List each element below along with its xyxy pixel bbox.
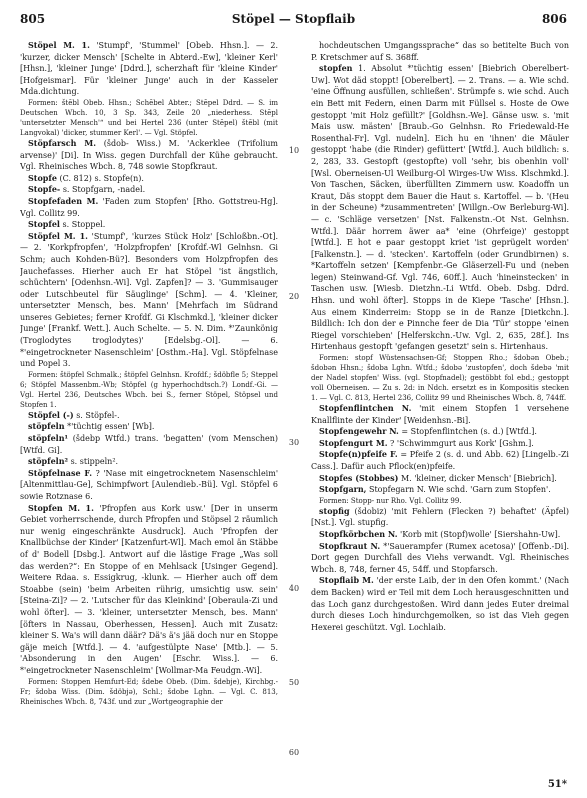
entry-text: 'mit einem Stopfen 1 versehene Knallflinte der Kinder' [Weidenhsn.-Bi]. [311, 404, 569, 425]
entry-text: M. 'kleiner, dicker Mensch' [Biebrich]. [400, 473, 557, 483]
dictionary-entry [311, 40, 569, 63]
entry-text: s. Stopfgarn, -nadel. [62, 185, 146, 195]
entry-headword: Stopfe- [28, 184, 61, 195]
entry-headword: Stopfkörbchen N. [319, 528, 398, 539]
entry-text: 'Stumpf', 'Stummel' [Obeb. Hhsn.]. — 2. 'kurzer, dicker Mensch' [Schelte in Abterd.-Ew], 'kleiner Kerl' [Hhsn.], 'kleiner Junge' [Ddrd.], scherzhaft für 'kleine Kinder' [Hofgeismar]. Für 'kleiner Junge' auch in der Kasseler Mda.dichtung. [20, 41, 278, 97]
entry-text: Formen: Stoppen Hemfurt-Ed; šdebe Obeb. (Dim. šdebje), Kirchbg.-Fr; šdoba Wiss. (Dim. šdöbjə), Schl.; šdobe Lghn. — Vgl. C. 813, Rheinisches Wbch. 8, 743f. und zur „Wortgeographie der [20, 677, 278, 706]
entry-text: 'Korb mit (Stopf)wolle' [Siershahn-Uw]. [400, 529, 561, 539]
entry-headword: Stopfengurt M. [319, 437, 388, 448]
entry-headword: Stopfkraut N. [319, 540, 381, 551]
entry-headword: Stopfenflintchen N. [319, 403, 412, 414]
forms-note [20, 677, 278, 707]
left-column [20, 40, 278, 774]
entry-text: 'der erste Laib, der in den Ofen kommt.' (Nach dem Backen) wird er Teil mit dem Loch herausgeschnitten und das Loch ganz durchgestoßen. Wird dann jedes Euter dreimal durch dieses Loch hindurchgemolken, so ist das Vieh gegen Hexerei geschützt. Vgl. Lochlaib. [311, 576, 569, 632]
dictionary-entry [20, 456, 278, 468]
entry-headword: Stöpfelnase F. [28, 467, 92, 478]
entry-headword: Stopfefaden M. [28, 195, 99, 206]
entry-headword: Stöpfarsch M. [28, 137, 97, 148]
entry-headword: Stopflaib M. [319, 575, 374, 586]
forms-note [311, 496, 569, 506]
entry-text: s. Stoppel. [62, 220, 106, 230]
entry-text: 1. Absolut *'tüchtig essen' [Biebrich Oberelbert-Uw]. Wot däd stoppt! [Oberelbert]. — 2. Trans. — a. Wie schd. 'eine Öffnung ausfüllen, schließen'. Strümpfe s. wie schd. Auch ein Bett mit Federn, einen Darm mit Füllsel s. Hoste de Owe gestoppt 'mit Holz gefüllt?' [Goldhsn.-We]. Gänse usw. s. 'mit Mais usw. mästen' [Braub.-Go Gelnhsn. Ro Friedewald-He Rosenthal-Fr]. Vgl. nudeln]. Eich hu en 'ihnen' die Mäuler gestoppt 'habe (die Rinder) gefüttert' [Wtfd.]. Auch bildlich: s. 2, 283, 33. Gestopft (gestopfte) voll 'sehr, bis obenhin voll' [Wsl. Oberneisen-Ul Weilburg-Ol Wirges-Uw Wiss. Klschmkd.]. Von Taschen, Säcken, überfüllten Zimmern usw. Koadoffn un Kraut, Däs stoppt dem Bauer die Haut s. Kartoffel. — b. '(Heu in der Scheune) *zusammentreten' [Willgn.-Ow Berleburg-Wi]. — c. 'Schläge versetzen' [Nst. Falkenstn.-Ot Nst. Gelnhsn. Wtfd.]. Däär horrem äwer aa* 'eine (Ohrfeige)' gestoppt [Wtfd.]. E hot e paar gestoppt kriet 'ist geprügelt worden' [Falkenstn.]. — d. 'stecken'. Kartoffeln (oder Grundbirnen) s. *Kartoffeln setzen' [Kempfenbr.-Ge Gläserzell-Fu und (neben legen) Steinwand-Gf. Vgl. 746, 60ff.]. Auch 'hineinstecken' in Taschen usw. [Wiesb. Dietzhn.-Li Wtfd. Obeb. Dsbg. Ddrd. Hhsn. und wohl öfter]. Stopps in de Kiepe 'Tasche' [Hhsn.]. Aus einem Kinderreim: Stopp se in de Ranze [Dietkchn.]. Bildlich: Ich don der e Pinnche feer de Dia 'Tür' stoppe 'einen Riegel vorschieben' [Helferskchn.-Uw. Vgl. 2, 635, 28f.]. Ins Hirtenhaus gestopft 'gefangen gesetzt' sein s. Hirtenhaus. [311, 64, 569, 352]
page-header [20, 12, 567, 28]
signature-mark: 51* [547, 779, 567, 790]
entry-text: Formen: štöpfel Schmalk.; štöpfel Gelnhsn. Krofdf.; šdöbfle 5; Steppel 6; Stöpfel Massenbm.-Wb; Stöpfel (g hyperhochdtsch.?) Londf.-Gi. — Vgl. Hertel 236, Deutsches Wbch. bei S., ferner Stöpel, Stöpsel und Stopfen 1. [20, 370, 278, 409]
dictionary-entry [311, 575, 569, 633]
running-title: Stöpel — Stopflaib [231, 12, 356, 26]
dictionary-entry [20, 433, 278, 456]
entry-text: Stopfegarn N. Wie schd. 'Garn zum Stopfen'. [368, 485, 551, 495]
entry-text: Formen: Stopp- nur Rho. Vgl. Collitz 99. [319, 496, 462, 505]
dictionary-entry [20, 219, 278, 231]
dictionary-entry [20, 138, 278, 173]
forms-note [311, 353, 569, 403]
entry-headword: Stöpel M. 1. [28, 40, 90, 50]
entry-text: ? 'Schwimmgurt aus Kork' [Gshm.]. [390, 438, 534, 448]
line-number: 60 [288, 748, 300, 757]
line-number: 30 [288, 438, 300, 447]
line-number: 50 [288, 678, 300, 687]
dictionary-entry [20, 196, 278, 219]
entry-text: ? 'Nase mit eingetrocknetem Nasenschleim' [Altenmittlau-Ge], Schimpfwort [Aulendieb.-Bü]. Vgl. Stöpfel 6 sowie Rotznase 6. [20, 468, 278, 501]
page-number-right: 806 [541, 12, 567, 26]
dictionary-entry [311, 426, 569, 438]
dictionary-entry [20, 231, 278, 370]
entry-text: hochdeutschen Umgangssprache“ das so betitelte Buch von P. Kretschmer auf S. 368ff. [311, 41, 569, 62]
entry-headword: Stopfel [28, 219, 60, 230]
entry-text: Formen: stopf Wüstensachsen-Gf; Stoppen Rho.; šdobən Obeb.; šdobən Hhsn.; šdoba Lghn. Wtfd.; šdobə 'zustopfen', doch šdebə 'mit der Nadel stopfen' Wiss. (vgl. Stopfnadel); gestöbbt fol ebd.; gestoppt voll Oberneisen. — Zu s. 2d: in Ndch. ersetzt es in Kompositis stecken 1. — Vgl. C. 813, Hertel 236, Collitz 99 und Rheinisches Wbch. 8, 744ff. [311, 354, 569, 403]
dictionary-entry [20, 503, 278, 677]
entry-headword: Stopfes (Stobbes) [319, 472, 399, 483]
forms-note [20, 98, 278, 138]
entry-headword: stöpfeln² [28, 456, 69, 467]
dictionary-entry [311, 506, 569, 529]
entry-headword: stöpfeln [28, 421, 65, 432]
entry-text: (šdob- Wiss.) M. 'Ackerklee (Trifolium arvense)' [Di]. In Wiss. gegen Durchfall der Kühe gebraucht. Vgl. Rheinisches Wbch. 8, 748 sowie Stopfkraut. [20, 138, 278, 172]
entry-text: = Pfeife 2 (s. d. und Abb. 62) [Lingelb.-Zi Cass.]. Dafür auch Pflock(en)pfeife. [311, 450, 569, 471]
entry-headword: Stopfe(n)pfeife F. [319, 449, 398, 460]
entry-text: (šdebp Wtfd.) trans. 'begatten' (vom Menschen) [Wtfd. Gi]. [20, 434, 278, 455]
dictionary-entry [20, 184, 278, 196]
entry-text: 'Pfropfen aus Kork usw.' [Der in unserm Gebiet vorherrschende, durch Pfropfen und Stöpsel 2 räumlich nur wenig eingeschränkte Ausdruck]. Auch 'Pfropfen der Knallbüchse der Kinder' [Katzenfurt-Wl]. Mach emol än Stäbbe of d' Bodell [Dsbg.]. Antwort auf die lästige Frage „Was soll das werden?“: En Stoppe of en Mehlsack [Usinger Gegend]. Weitere Rdaa. s. Essigkrug, -klunk. — Hierher auch off dem Stoabbe (sein) 'beim Arbeiten rührig, umsichtig usw. sein' [Steina-Zi]? — 2. 'Lutscher für das Kleinkind' [Oberaula-Zi und wohl öfter]. — 3. 'kleiner, untersetzter Mensch, bes. Mann' [öfters in Nassau, Oberhessen, Hessen]. Auch mit Zusatz: kleiner S. Wa's will dann däär? Dä's ä's jää doch nur en Stoppe gäje meich [Wtfd.]. — 4. 'aufgestülpte Nase' [Mtb.]. — 5. 'Absonderung in den Augen' [Eschr. Wiss.]. — 6. *'eingetrockneter Nasenschleim' [Wollmar-Ma Feudgn.-Wi]. [20, 503, 278, 675]
line-number: 40 [288, 584, 300, 593]
line-number: 10 [288, 146, 300, 155]
dictionary-entry [20, 173, 278, 185]
dictionary-entry [311, 403, 569, 426]
dictionary-entry [311, 63, 569, 353]
dictionary-entry [20, 421, 278, 433]
entry-text: = Stopfenflintchen (s. d.) [Wtfd.]. [401, 427, 537, 437]
entry-headword: stöpfeln¹ [28, 433, 69, 444]
forms-note [20, 370, 278, 410]
entry-headword: Stöpfel M. 1. [28, 230, 88, 241]
entry-headword: stopfig [319, 505, 350, 516]
entry-text: s. stippeln². [70, 457, 119, 467]
entry-headword: Stopfengewehr N. [319, 426, 399, 437]
dictionary-entry [311, 484, 569, 496]
dictionary-entry [20, 410, 278, 422]
dictionary-entry [311, 541, 569, 576]
entry-text: Formen: štēbl Obeb. Hhsn.; Schēbel Abter.; Stēpel Ddrd. — S. im Deutschen Wbch. 10, 3 Sp. 343, Zeile 20 „niederhess. Stēpl 'untersetzter Mensch'“ und bei Hertel 236 (unter Stēpel) štēbl (mit Langvokal) 'dicker, stummer Kerl'. — Vgl. Stöpfel. [20, 98, 278, 137]
entry-headword: Stopfen M. 1. [28, 502, 94, 513]
entry-text: *'Sauerampfer (Rumex acetosa)' [Offenb.-Di]. Dort gegen Durchfall des Viehs verwandt. Vgl. Rheinisches Wbch. 8, 748, ferner 45, 54ff. und Stopfarsch. [311, 541, 569, 574]
entry-text: 'Stumpf', 'kurzes Stück Holz' [Schloßbn.-Ot]. — 2. 'Korkpfropfen', 'Holzpfropfen' [Krofdf.-Wl Gelnhsn. Gi Schm; auch Kohden-Bü?]. Besonders vom Holzpfropfen des Jauchefasses. Hierher auch Er hat Stöpel 'ist ängstlich, schüchtern' [Odenhsn.-Wi]. Vgl. Zapfen]? — 3. 'Gummisauger oder Lutschbeutel für Säuglinge' [Schm]. — 4. 'Kleiner, untersetzter Mensch, bes. Mann' [Mehrfach im Südrand unseres Gebietes; ferner Krofdf. Gi Klschmkd.], 'kleiner dicker Junge' [Frankf. Wett.]. Auch Schelte. — 5. N. Dim. *'Zaunkönig (Troglodytes troglodytes)' [Edelsbg.-Ol]. — 6. *'eingetrockneter Nasenschleim' [Osthm.-Ha]. Vgl. Stöpfelnase und Popel 3. [20, 231, 278, 369]
entry-text: (šdobiz) 'mit Fehlern (Flecken ?) behaftet' (Äpfel) [Nst.]. Vgl. stupfig. [311, 506, 569, 528]
dictionary-entry [311, 449, 569, 472]
dictionary-entry [311, 473, 569, 485]
entry-headword: stopfen [319, 63, 353, 74]
right-column [311, 40, 569, 774]
entry-text: (C. 812) s. Stopfe(n). [59, 173, 144, 183]
dictionary-entry [20, 40, 278, 98]
page-number-left: 805 [20, 12, 46, 26]
line-number: 20 [288, 292, 300, 301]
entry-headword: Stopfe [28, 172, 57, 183]
entry-text: 'Faden zum Stopfen' [Rho. Gottstreu-Hg]. Vgl. Collitz 99. [20, 196, 278, 218]
entry-text: s. Stöpfel-. [76, 410, 120, 420]
entry-headword: Stopfgarn, [319, 484, 367, 495]
dictionary-entry [311, 438, 569, 450]
dictionary-entry [311, 529, 569, 541]
entry-text: *'tüchtig essen' [Wb]. [67, 422, 155, 432]
entry-headword: Stöpfel (-) [28, 409, 74, 420]
dictionary-entry [20, 468, 278, 503]
